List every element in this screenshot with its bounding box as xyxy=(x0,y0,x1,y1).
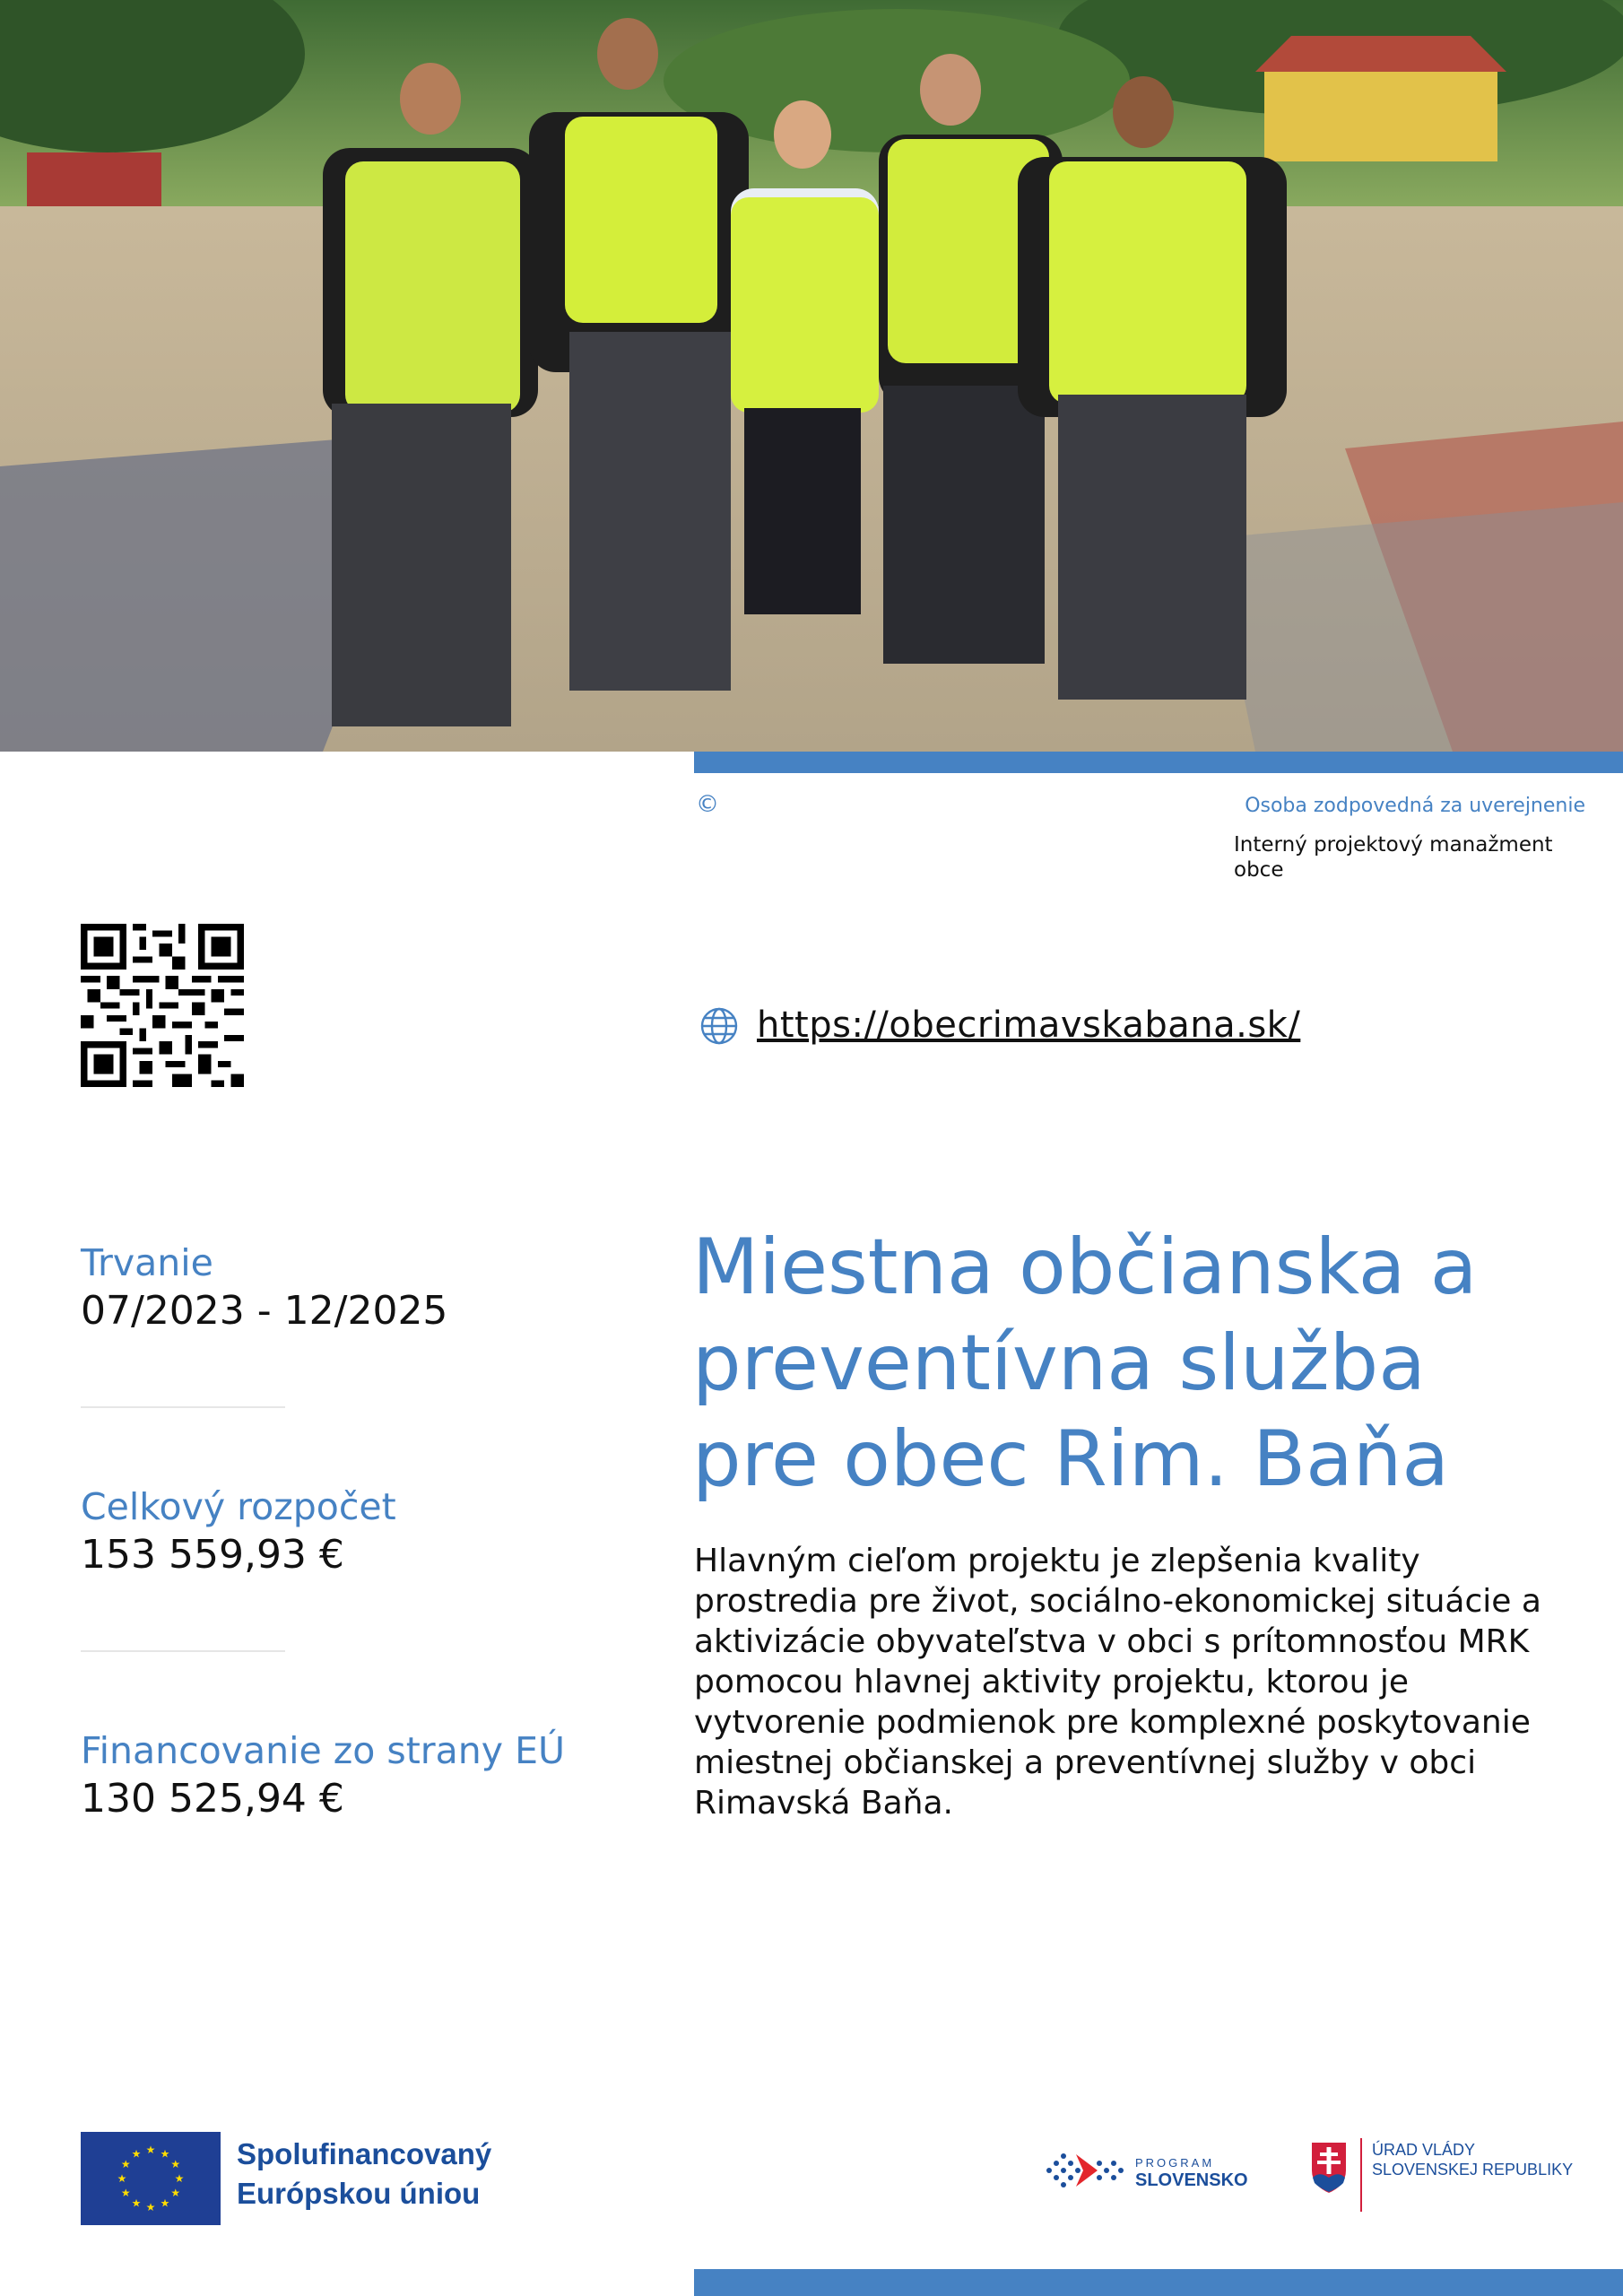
eu-funding-value: 130 525,94 € xyxy=(81,1776,344,1822)
facts-divider xyxy=(81,1650,285,1652)
eu-star: ★ xyxy=(120,2187,131,2199)
eu-star: ★ xyxy=(131,2147,142,2161)
slovak-coat-of-arms-logo xyxy=(1307,2138,1350,2196)
facts-divider xyxy=(81,1406,285,1408)
duration-label: Trvanie xyxy=(81,1241,213,1284)
qr-code xyxy=(81,924,244,1087)
eu-star: ★ xyxy=(170,2187,181,2199)
eu-star: ★ xyxy=(170,2158,181,2170)
eu-text-line1: Spolufinancovaný xyxy=(237,2137,492,2170)
globe-icon xyxy=(699,1006,739,1046)
responsible-person-label: Osoba zodpovedná za uverejnenie xyxy=(1245,795,1585,817)
eu-star: ★ xyxy=(145,2201,156,2213)
eu-star: ★ xyxy=(174,2172,185,2185)
project-description: Hlavným cieľom projektu je zlepšenia kvality prostredia pre život, sociálno-ekonomickej situácie a aktivizácie obyvateľstva v obci s prítomnosťou MRK pomocou hlavnej aktivity projektu, ktorou je vytvorenie podmienok pre komplexné poskytovanie miestnej občianskej a preventívnej služby v obci Rimavská Baňa. xyxy=(694,1543,1541,1822)
budget-label: Celkový rozpočet xyxy=(81,1485,396,1528)
eu-star: ★ xyxy=(145,2144,156,2156)
office-line1: ÚRAD VLÁDY xyxy=(1372,2141,1476,2159)
eu-flag-logo xyxy=(81,2132,221,2225)
eu-cofinanced-text xyxy=(237,2135,491,2213)
top-accent-bar xyxy=(694,752,1623,773)
duration-value: 07/2023 - 12/2025 xyxy=(81,1288,448,1334)
eu-star: ★ xyxy=(120,2158,131,2170)
eu-star: ★ xyxy=(117,2172,127,2185)
eu-text-line2: Európskou úniou xyxy=(237,2177,481,2210)
project-title: Miestna občianska a preventívna služba pre obec Rim. Baňa xyxy=(692,1222,1478,1504)
program-label-big: SLOVENSKO xyxy=(1135,2170,1248,2190)
photo-copyright: © xyxy=(696,791,719,818)
eu-star: ★ xyxy=(160,2147,170,2161)
eu-star: ★ xyxy=(160,2196,170,2210)
eu-funding-label: Financovanie zo strany EÚ xyxy=(81,1729,565,1772)
website-link[interactable]: https://obecrimavskabana.sk/ xyxy=(757,1004,1301,1046)
office-name xyxy=(1372,2140,1573,2179)
eu-star: ★ xyxy=(131,2196,142,2210)
team-photo xyxy=(0,0,1623,752)
program-label-small: PROGRAM xyxy=(1135,2156,1215,2170)
responsible-person-value: Interný projektový manažment obce xyxy=(1234,833,1553,882)
office-line2: SLOVENSKEJ REPUBLIKY xyxy=(1372,2161,1574,2179)
office-logo-divider xyxy=(1360,2138,1362,2212)
bottom-accent-bar xyxy=(694,2269,1623,2296)
budget-value: 153 559,93 € xyxy=(81,1532,344,1578)
